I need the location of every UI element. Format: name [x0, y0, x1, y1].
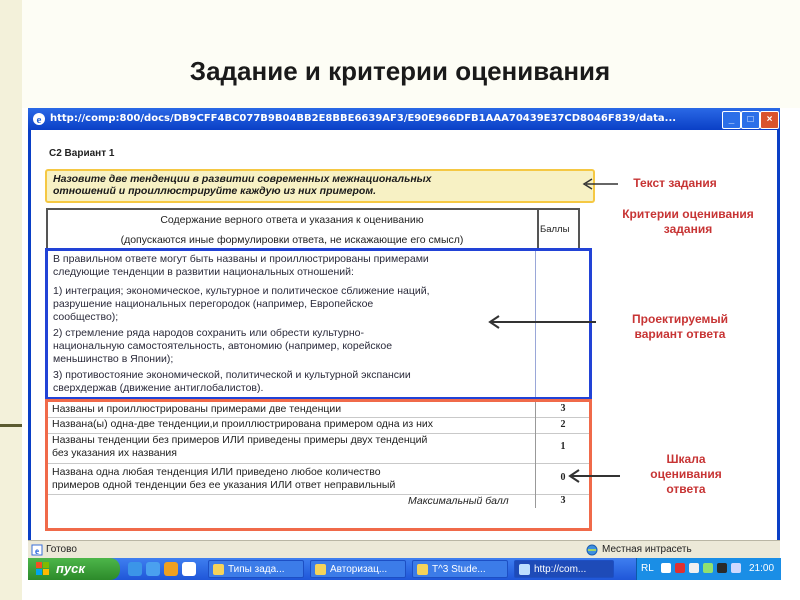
annotation-criteria — [588, 207, 788, 237]
answer-line: следующие тенденции в развитии национальных отношений: — [53, 266, 354, 278]
tray-device-icon[interactable] — [731, 563, 741, 573]
annotation-line: ответа — [666, 482, 706, 496]
windows-flag-icon — [36, 562, 50, 576]
max-points-label: Максимальный балл — [408, 495, 509, 507]
status-text: Готово — [46, 544, 77, 555]
criteria-header-title: Содержание верного ответа и указания к оцениванию — [160, 214, 424, 226]
answer-line: В правильном ответе могут быть названы и проиллюстрированы примерами — [53, 253, 429, 265]
column-divider — [535, 417, 536, 433]
svg-text:e: e — [36, 114, 42, 126]
system-tray — [636, 558, 781, 580]
scale-row — [48, 402, 589, 418]
quick-launch-ie-icon[interactable] — [146, 562, 160, 576]
task-icon — [519, 564, 530, 575]
scale-row-text — [52, 434, 427, 460]
answer-line: сообщество); — [53, 311, 119, 323]
points-column-header: Баллы — [540, 224, 570, 235]
page-icon — [31, 544, 43, 556]
taskbar-clock: 21:00 — [749, 563, 775, 574]
column-divider — [535, 433, 536, 463]
answer-line: сверхдержав (движение антиглобалистов). — [53, 382, 264, 394]
scale-row-line: Названа одна любая тенденция ИЛИ приведено любое количество — [52, 466, 381, 478]
annotation-line: задания — [663, 222, 713, 236]
scale-row-line: примеров одной тенденции без ее указания ИЛИ ответ неправильный — [52, 479, 396, 491]
taskbar-item[interactable] — [310, 560, 406, 578]
task-label: Типы зада... — [228, 564, 285, 575]
annotation-line: Критерии оценивания — [622, 207, 754, 221]
answer-line: национальную самостоятельность, автономию (например, корейское — [53, 340, 393, 352]
arrow-left-icon — [486, 314, 598, 330]
maximize-button[interactable]: □ — [741, 111, 760, 129]
task-line: Назовите две тенденции в развитии современных межнациональных — [53, 173, 432, 185]
answer-line: разрушение национальных перегородок (например, Европейское — [53, 298, 374, 310]
tray-volume-icon[interactable] — [689, 563, 699, 573]
criteria-header-note: (допускаются иные формулировки ответа, не искажающие его смысл) — [120, 234, 464, 246]
scale-row — [48, 433, 589, 464]
column-divider — [535, 463, 536, 494]
answer-line: 1) интеграция; экономическое, культурное и политическое сближение наций, — [53, 285, 430, 297]
taskbar-item[interactable] — [208, 560, 304, 578]
internet-explorer-icon — [32, 112, 46, 126]
slide-left-band — [0, 0, 22, 600]
scale-row-points: 2 — [560, 419, 566, 430]
task-text — [53, 173, 533, 197]
annotation-line: Проектируемый — [632, 312, 728, 326]
scale-row-points: 1 — [560, 441, 566, 452]
annotation-scale — [616, 452, 756, 497]
column-divider — [535, 402, 536, 417]
quick-launch-desktop-icon[interactable] — [128, 562, 142, 576]
start-label: пуск — [56, 561, 85, 576]
task-box — [45, 169, 595, 203]
column-divider — [537, 210, 539, 251]
scale-box — [45, 399, 592, 531]
task-line: отношений и проиллюстрируйте каждую из них примером. — [53, 185, 377, 197]
arrow-left-icon — [566, 468, 622, 484]
annotation-projected-answer — [600, 312, 760, 342]
task-icon — [213, 564, 224, 575]
tray-antivirus-icon[interactable] — [717, 563, 727, 573]
status-bar — [28, 540, 780, 559]
security-zone-label: Местная интрасеть — [602, 544, 692, 555]
scale-row-text: Названа(ы) одна-две тенденции,и проиллюстрирована примером одна из них — [52, 418, 433, 430]
tray-security-icon[interactable] — [675, 563, 685, 573]
scale-row-text — [52, 466, 395, 492]
task-label: http://com... — [534, 564, 587, 575]
annotation-line: оценивания — [650, 467, 722, 481]
tray-app-icon[interactable] — [703, 563, 713, 573]
task-icon — [315, 564, 326, 575]
scale-row-points: 3 — [560, 403, 566, 414]
quick-launch-app-icon[interactable] — [182, 562, 196, 576]
window-url: http://comp:800/docs/DB9CFF4BC077B9B04BB2E8BBE6639AF3/E90E966DFB1AAA70439E37CD8046F839/data... — [50, 113, 677, 124]
slide-title: Задание и критерии оценивания — [189, 56, 611, 86]
answer-line: меньшинство в Японии); — [53, 353, 174, 365]
scale-row-points: 0 — [560, 472, 566, 483]
tray-network-icon[interactable] — [661, 563, 671, 573]
scale-row — [48, 417, 589, 434]
max-points-value: 3 — [560, 495, 566, 506]
answer-line: 2) стремление ряда народов сохранить или обрести культурно- — [53, 327, 365, 339]
column-divider — [535, 494, 536, 508]
quick-launch-media-icon[interactable] — [164, 562, 178, 576]
slide-accent-line — [0, 424, 22, 427]
taskbar-item[interactable] — [412, 560, 508, 578]
task-label: T^3 Stude... — [432, 564, 486, 575]
intranet-zone-icon — [586, 544, 598, 556]
answer-line: 3) противостояние экономической, политической и культурной экспансии — [53, 369, 411, 381]
scale-row-max — [48, 494, 589, 508]
scale-row-line: без указания их названия — [52, 447, 177, 459]
close-button[interactable]: × — [760, 111, 779, 129]
scale-row — [48, 463, 589, 495]
scale-row-line: Названы тенденции без примеров ИЛИ приведены примеры двух тенденций — [52, 434, 428, 446]
minimize-button[interactable]: _ — [722, 111, 741, 129]
annotation-line: Шкала — [666, 452, 706, 466]
task-label: Авторизац... — [330, 564, 388, 575]
window-title-bar[interactable] — [28, 108, 780, 130]
annotation-task-text: Текст задания — [633, 176, 717, 190]
start-button[interactable] — [28, 558, 120, 580]
scale-row-text: Названы и проиллюстрированы примерами две тенденции — [52, 403, 342, 415]
taskbar — [28, 558, 780, 580]
annotation-line: вариант ответа — [634, 327, 726, 341]
criteria-header — [46, 208, 580, 253]
task-icon — [417, 564, 428, 575]
slide-top-band — [22, 0, 800, 108]
taskbar-item-active[interactable] — [514, 560, 614, 578]
variant-label: С2 Вариант 1 — [49, 148, 115, 159]
language-indicator[interactable]: RL — [641, 563, 654, 574]
arrow-left-icon — [580, 176, 620, 192]
svg-text:e: e — [35, 546, 39, 556]
